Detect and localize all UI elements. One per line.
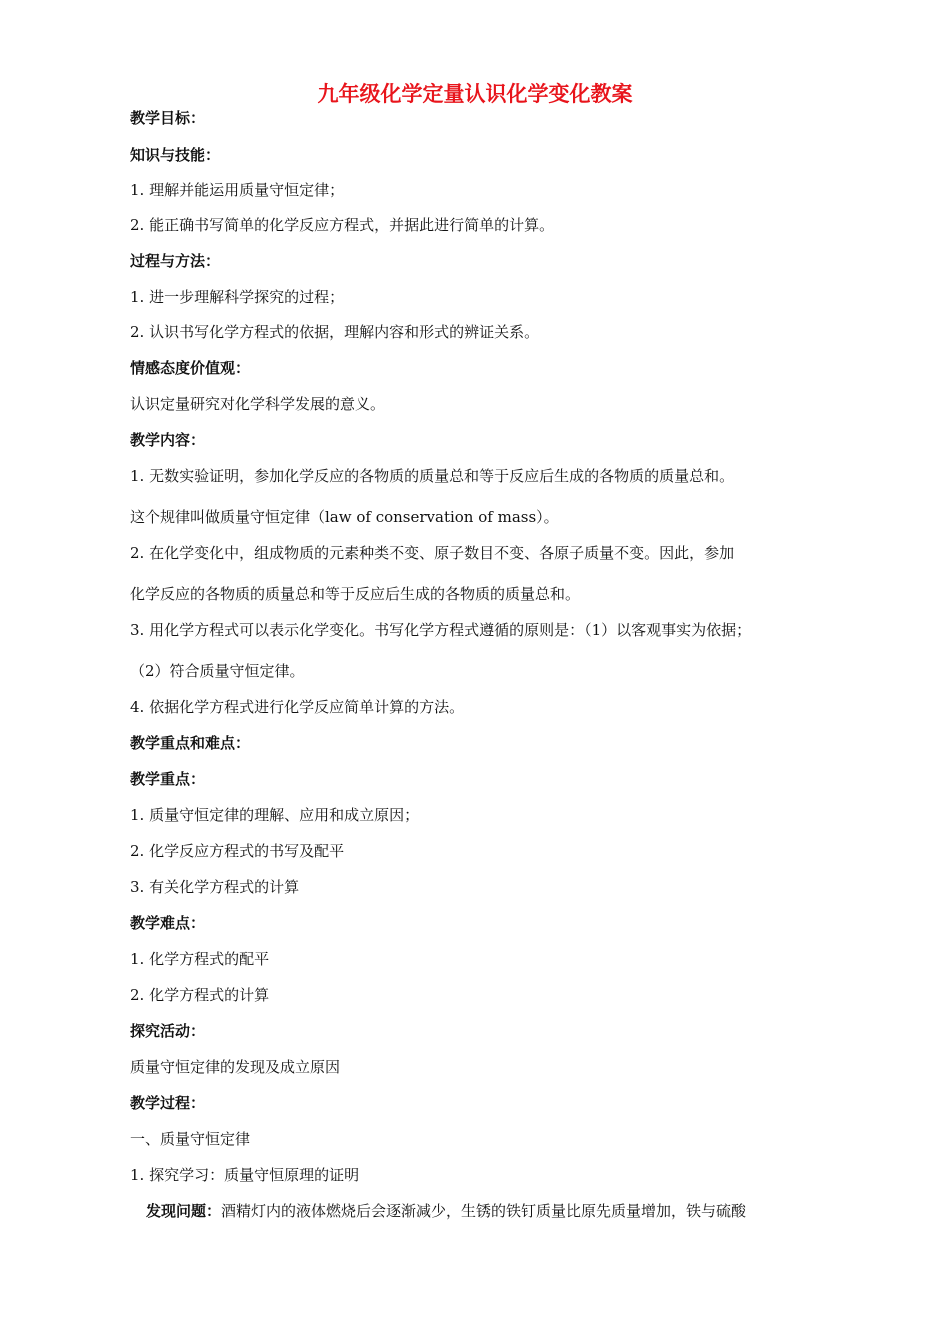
activity-heading: 探究活动： (130, 1022, 206, 1040)
procedure-heading: 教学过程： (130, 1094, 206, 1112)
content-item-2b: 化学反应的各物质的质量总和等于反应后生成的各物质的质量总和。 (130, 585, 581, 603)
focus-item-2: 2. 化学反应方程式的书写及配平 (130, 842, 345, 860)
content-item-4: 4. 依据化学方程式进行化学反应简单计算的方法。 (130, 698, 465, 716)
discover-line (146, 1201, 746, 1221)
content-item-2a: 2. 在化学变化中，组成物质的元素种类不变、原子数目不变、各原子质量不变。因此，参加 (130, 544, 735, 562)
content-item-1b: 这个规律叫做质量守恒定律（law of conservation of mass）。 (130, 508, 559, 526)
difficulty-item-1: 1. 化学方程式的配平 (130, 950, 270, 968)
content-heading: 教学内容： (130, 431, 206, 449)
emotion-heading: 情感态度价值观： (130, 359, 251, 377)
process-item-2: 2. 认识书写化学方程式的依据，理解内容和形式的辨证关系。 (130, 323, 540, 341)
difficulty-item-2: 2. 化学方程式的计算 (130, 986, 270, 1004)
procedure-item-2: 1. 探究学习：质量守恒原理的证明 (130, 1166, 360, 1184)
content-item-1a: 1. 无数实验证明，参加化学反应的各物质的质量总和等于反应后生成的各物质的质量总和。 (130, 467, 735, 485)
keypoints-heading: 教学重点和难点： (130, 734, 251, 752)
procedure-item-1: 一、质量守恒定律 (130, 1130, 251, 1148)
discover-label: 发现问题： (146, 1202, 222, 1220)
goals-heading: 教学目标： (130, 109, 206, 127)
document-title: 九年级化学定量认识化学变化教案 (317, 82, 633, 106)
activity-item-1: 质量守恒定律的发现及成立原因 (130, 1058, 341, 1076)
process-item-1: 1. 进一步理解科学探究的过程； (130, 288, 345, 306)
content-item-3a: 3. 用化学方程式可以表示化学变化。书写化学方程式遵循的原则是：（1）以客观事实为依据； (130, 621, 752, 639)
discover-text: 酒精灯内的液体燃烧后会逐渐减少，生锈的铁钉质量比原先质量增加，铁与硫酸 (221, 1202, 747, 1220)
focus-item-1: 1. 质量守恒定律的理解、应用和成立原因； (130, 806, 420, 824)
difficulty-heading: 教学难点： (130, 914, 206, 932)
emotion-item-1: 认识定量研究对化学科学发展的意义。 (130, 395, 386, 413)
knowledge-item-2: 2. 能正确书写简单的化学反应方程式，并据此进行简单的计算。 (130, 216, 555, 234)
content-item-3b: （2）符合质量守恒定律。 (130, 662, 305, 680)
knowledge-heading: 知识与技能： (130, 146, 221, 164)
process-heading: 过程与方法： (130, 252, 221, 270)
knowledge-item-1: 1. 理解并能运用质量守恒定律； (130, 181, 345, 199)
focus-item-3: 3. 有关化学方程式的计算 (130, 878, 300, 896)
focus-heading: 教学重点： (130, 770, 206, 788)
